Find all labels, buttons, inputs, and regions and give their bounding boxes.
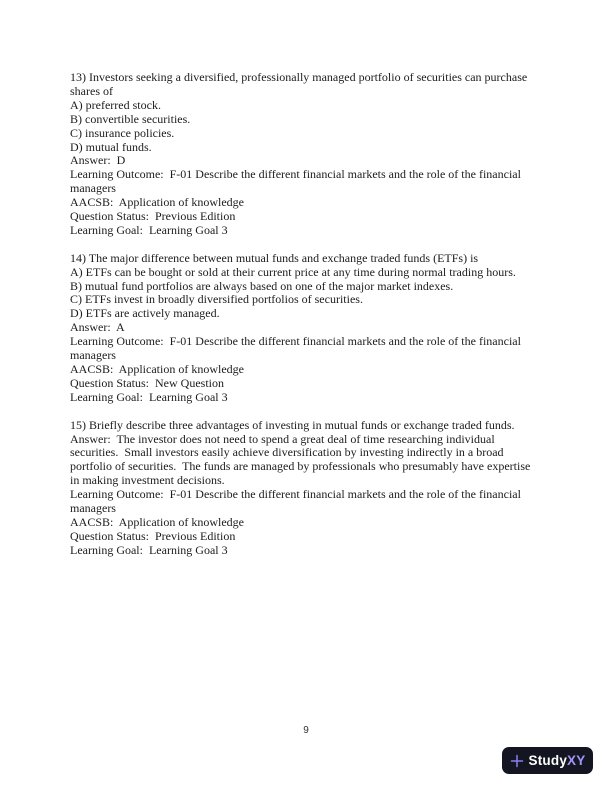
text-line: securities. Small investors easily achieve diversification by investing indirectly in a broad bbox=[70, 445, 504, 460]
text-line: Learning Goal: Learning Goal 3 bbox=[70, 389, 228, 404]
text-line: Learning Outcome: F-01 Describe the different financial markets and the role of the financial bbox=[70, 167, 521, 182]
text-line: C) ETFs invest in broadly diversified portfolios of securities. bbox=[70, 292, 363, 307]
brand-name-study: Study bbox=[528, 752, 568, 768]
text-line: Question Status: Previous Edition bbox=[70, 528, 236, 543]
text-line: 13) Investors seeking a diversified, professionally managed portfolio of securities can purchase bbox=[70, 70, 528, 84]
page-number: 9 bbox=[303, 725, 309, 736]
text-line: portfolio of securities. The funds are managed by professionals who presumably have expertise bbox=[70, 459, 531, 474]
text-line: Question Status: Previous Edition bbox=[70, 209, 236, 224]
text-line: Question Status: New Question bbox=[70, 375, 224, 390]
text-line: Learning Outcome: F-01 Describe the different financial markets and the role of the financial bbox=[70, 487, 521, 502]
text-line: 15) Briefly describe three advantages of investing in mutual funds or exchange traded funds. bbox=[70, 417, 515, 432]
text-line: D) ETFs are actively managed. bbox=[70, 306, 220, 321]
question-14-block bbox=[70, 252, 545, 405]
text-line: 14) The major difference between mutual funds and exchange traded funds (ETFs) is bbox=[70, 250, 479, 265]
text-line: D) mutual funds. bbox=[70, 139, 152, 154]
text-line: shares of bbox=[70, 83, 113, 98]
brand-name-xy: XY bbox=[567, 752, 586, 768]
text-line: AACSB: Application of knowledge bbox=[70, 195, 244, 210]
text-line: B) convertible securities. bbox=[70, 111, 191, 126]
text-line: Answer: D bbox=[70, 153, 126, 168]
text-line: A) preferred stock. bbox=[70, 97, 161, 112]
text-line: Answer: A bbox=[70, 320, 125, 335]
question-13-block bbox=[70, 71, 545, 238]
question-15-block bbox=[70, 419, 545, 558]
text-line: Learning Goal: Learning Goal 3 bbox=[70, 542, 228, 557]
text-line: Learning Outcome: F-01 Describe the different financial markets and the role of the financial bbox=[70, 334, 521, 349]
text-line: A) ETFs can be bought or sold at their current price at any time during normal trading hours. bbox=[70, 264, 516, 279]
text-line: managers bbox=[70, 181, 116, 196]
text-line: in making investment decisions. bbox=[70, 473, 225, 488]
text-line: Learning Goal: Learning Goal 3 bbox=[70, 222, 228, 237]
text-line: C) insurance policies. bbox=[70, 125, 175, 140]
questions-text-column bbox=[70, 71, 545, 558]
studyxy-badge[interactable] bbox=[502, 747, 593, 774]
text-line: AACSB: Application of knowledge bbox=[70, 514, 244, 529]
text-line: managers bbox=[70, 501, 116, 516]
brand-wordmark bbox=[529, 754, 586, 768]
text-line: AACSB: Application of knowledge bbox=[70, 362, 244, 377]
text-line: B) mutual fund portfolios are always based on one of the major market indexes. bbox=[70, 278, 454, 293]
plus-icon bbox=[510, 754, 524, 768]
text-line: managers bbox=[70, 348, 116, 363]
text-line: Answer: The investor does not need to spend a great deal of time researching individual bbox=[70, 431, 495, 446]
